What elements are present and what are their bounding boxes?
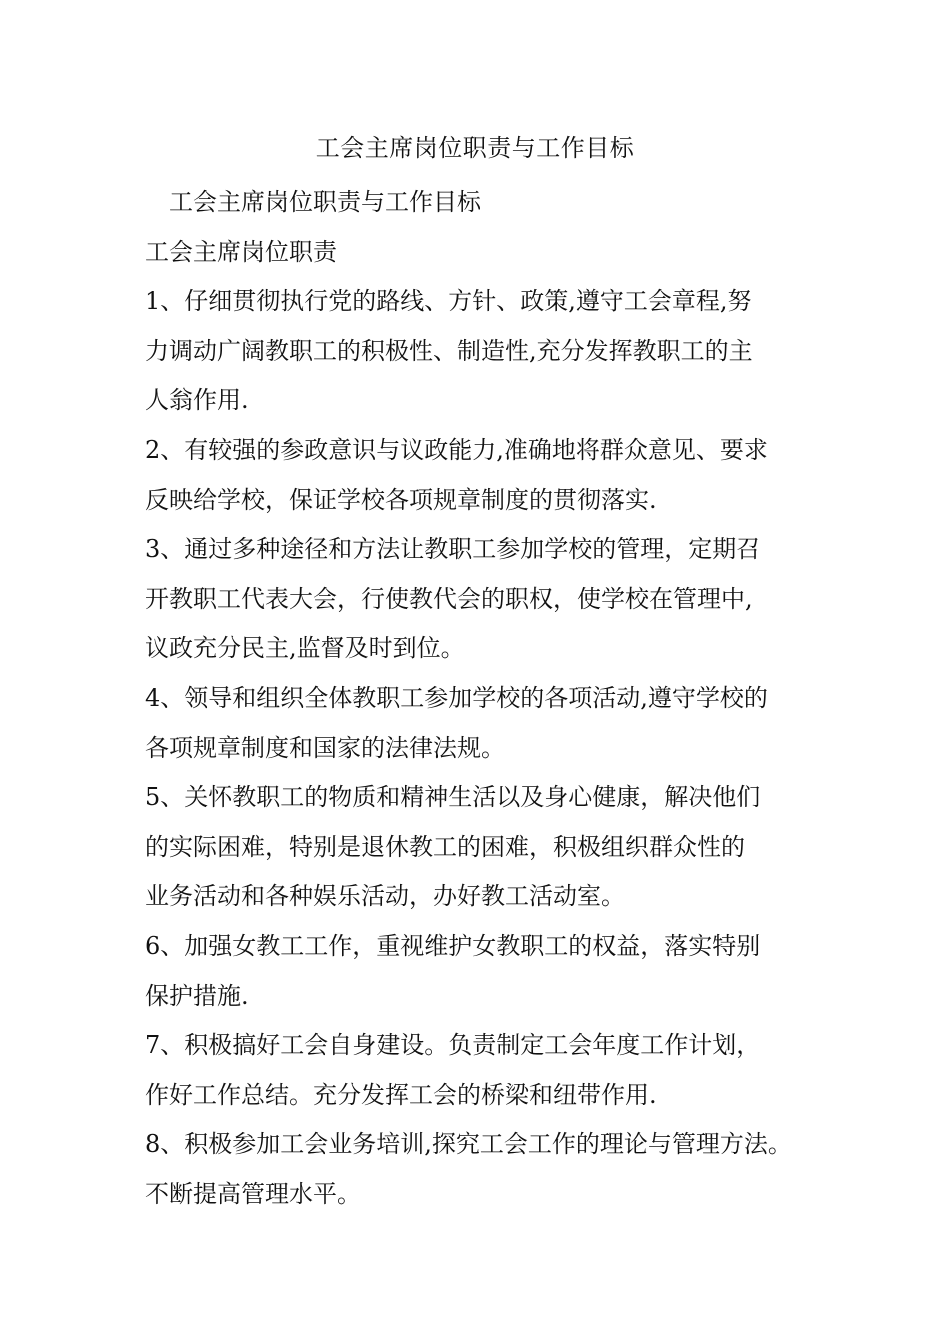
paragraph-line: 2、有较强的参政意识与议政能力,准确地将群众意见、要求 — [145, 435, 768, 464]
paragraph-line: 业务活动和各种娱乐活动，办好教工活动室。 — [145, 882, 625, 911]
paragraph-line: 开教职工代表大会，行使教代会的职权，使学校在管理中, — [145, 584, 753, 613]
section-heading: 工会主席岗位职责 — [145, 237, 337, 266]
paragraph-line: 5、关怀教职工的物质和精神生活以及身心健康，解决他们 — [145, 783, 761, 812]
paragraph-line: 不断提高管理水平。 — [145, 1179, 361, 1208]
paragraph-line: 4、领导和组织全体教职工参加学校的各项活动,遵守学校的 — [145, 683, 768, 712]
paragraph-line: 6、加强女教工工作，重视维护女教职工的权益，落实特别 — [145, 931, 761, 960]
paragraph-line: 反映给学校，保证学校各项规章制度的贯彻落实. — [145, 485, 657, 514]
subtitle-line: 工会主席岗位职责与工作目标 — [169, 188, 481, 216]
paragraph-line: 各项规章制度和国家的法律法规。 — [145, 733, 505, 762]
paragraph-line: 人翁作用. — [145, 386, 249, 415]
paragraph-line: 保护措施. — [145, 981, 249, 1010]
paragraph-line: 7、积极搞好工会自身建设。负责制定工会年度工作计划， — [145, 1031, 761, 1060]
paragraph-line: 议政充分民主,监督及时到位。 — [145, 634, 465, 663]
document-title: 工会主席岗位职责与工作目标 — [315, 134, 635, 162]
paragraph-line: 力调动广阔教职工的积极性、制造性,充分发挥教职工的主 — [145, 336, 753, 365]
paragraph-line: 的实际困难，特别是退休教工的困难，积极组织群众性的 — [145, 832, 745, 861]
document-body — [145, 178, 835, 1219]
paragraph-line: 作好工作总结。充分发挥工会的桥梁和纽带作用. — [145, 1080, 657, 1109]
paragraph-line: 8、积极参加工会业务培训,探究工会工作的理论与管理方法。 — [145, 1130, 792, 1159]
paragraph-line: 1、仔细贯彻执行党的路线、方针、政策,遵守工会章程,努 — [145, 287, 752, 316]
paragraph-line: 3、通过多种途径和方法让教职工参加学校的管理，定期召 — [145, 535, 761, 564]
